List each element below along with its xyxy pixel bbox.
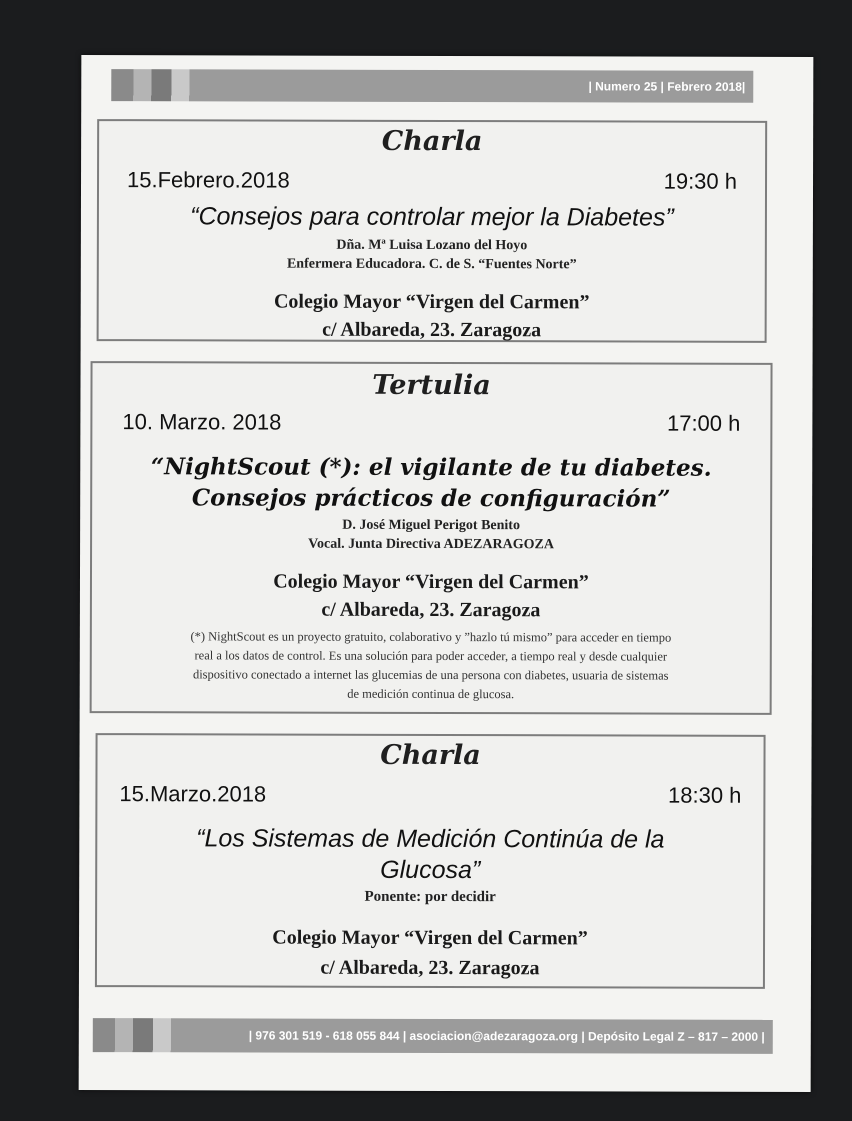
event-title-line-1: “Los Sistemas de Medición Continúa de la [196, 824, 665, 854]
footnote-line-4: de medición continua de glucosa. [347, 686, 515, 702]
footnote-line-1: (*) NightScout es un proyecto gratuito, colaborativo y ”hazlo tú mismo” para acceder en tiempo [190, 629, 672, 645]
event-time: 19:30 h [663, 168, 738, 194]
event-time: 18:30 h [667, 782, 742, 808]
speaker-role: Enfermera Educadora. C. de S. “Fuentes Norte” [286, 256, 577, 273]
venue-address: c/ Albareda, 23. Zaragoza [321, 598, 541, 622]
footnote-line-3: dispositivo conectado a internet las glucemias de una persona con diabetes, usuaria de sistemas [192, 667, 669, 683]
header-bar [111, 69, 753, 103]
event-title: “Consejos para controlar mejor la Diabetes” [190, 202, 674, 232]
event-time: 17:00 h [666, 410, 741, 436]
speaker-name: Dña. Mª Luisa Lozano del Hoyo [336, 237, 528, 254]
venue-address: c/ Albareda, 23. Zaragoza [320, 956, 540, 980]
event-type: Tertulia [372, 369, 491, 402]
contact-info: | 976 301 519 - 618 055 844 | asociacion@adezaragoza.org | Depósito Legal Z – 817 – 2000 | [248, 1028, 765, 1044]
speaker-name: Ponente: por decidir [364, 888, 496, 906]
footnote-line-2: real a los datos de control. Es una solución para poder acceder, a tiempo real y desde cualquier [194, 648, 668, 664]
event-title-line-2: Consejos prácticos de configuración” [191, 484, 671, 513]
speaker-name: D. José Miguel Perigot Benito [342, 517, 520, 534]
event-type: Charla [381, 125, 483, 158]
event-type: Charla [380, 739, 481, 772]
footer-bar [93, 1018, 773, 1054]
event-card-charla-marzo [95, 733, 766, 989]
event-title-line-2: Glucosa” [380, 855, 481, 885]
venue-name: Colegio Mayor “Virgen del Carmen” [273, 290, 590, 314]
event-card-charla-febrero [97, 119, 768, 343]
event-title-line-1: “NightScout (*): el vigilante de tu diabetes. [150, 453, 712, 482]
event-card-tertulia-marzo [90, 361, 773, 715]
venue-name: Colegio Mayor “Virgen del Carmen” [272, 926, 588, 950]
event-date: 10. Marzo. 2018 [122, 409, 282, 435]
venue-name: Colegio Mayor “Virgen del Carmen” [273, 570, 589, 594]
venue-address: c/ Albareda, 23. Zaragoza [322, 318, 542, 342]
speaker-role: Vocal. Junta Directiva ADEZARAGOZA [308, 536, 554, 553]
flyer-page [79, 55, 814, 1092]
event-date: 15.Febrero.2018 [126, 167, 290, 193]
issue-label: | Numero 25 | Febrero 2018| [588, 79, 746, 94]
event-date: 15.Marzo.2018 [119, 781, 267, 807]
